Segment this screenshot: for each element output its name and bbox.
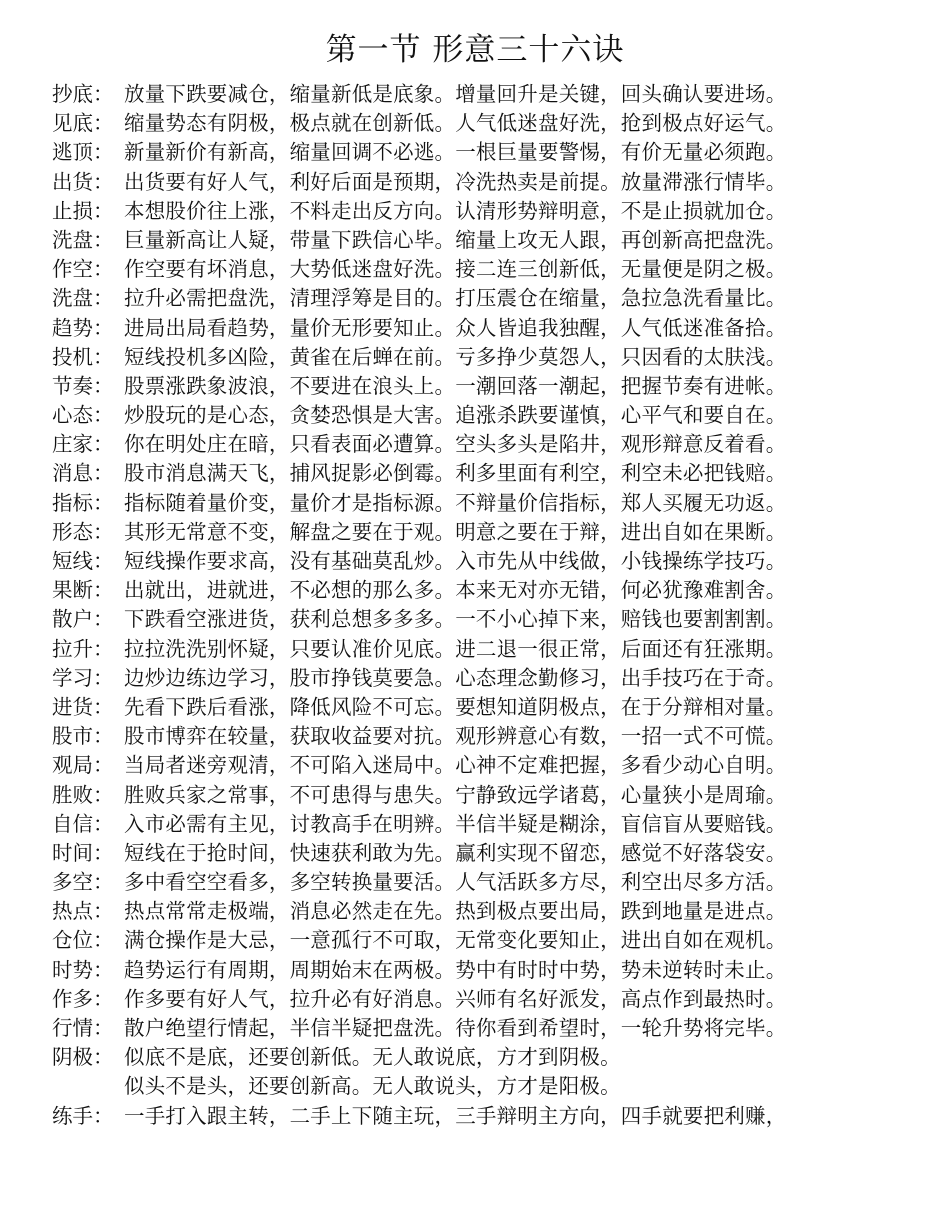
- verse-label: 胜败：: [52, 782, 114, 807]
- verse-list: [52, 80, 932, 1131]
- verse-text: 本想股价往上涨，不料走出反方向。认清形势辩明意，不是止损就加仓。: [124, 198, 787, 223]
- verse-label: 抄底：: [52, 82, 114, 106]
- verse-row: [52, 168, 932, 197]
- verse-label: 时间：: [52, 840, 114, 865]
- verse-row: [52, 226, 932, 255]
- verse-text: 股市博弈在较量，获取收益要对抗。观形辨意心有数，一招一式不可慌。: [124, 724, 787, 749]
- verse-label: 散户：: [52, 607, 114, 632]
- verse-label: 指标：: [52, 490, 114, 515]
- verse-row: [52, 80, 932, 109]
- verse-label: 阴极：: [52, 1045, 114, 1070]
- verse-row: [52, 635, 932, 664]
- verse-label: 庄家：: [52, 432, 114, 457]
- verse-label: 行情：: [52, 1016, 114, 1040]
- verse-text: 炒股玩的是心态，贪婪恐惧是大害。追涨杀跌要谨慎，心平气和要自在。: [124, 403, 787, 428]
- page-title: 第一节 形意三十六诀: [325, 32, 625, 68]
- verse-label: 形态：: [52, 519, 114, 544]
- verse-text: 指标随着量价变，量价才是指标源。不辩量价信指标，郑人买履无功返。: [124, 490, 787, 515]
- verse-label: 果断：: [52, 578, 114, 603]
- verse-text: 先看下跌后看涨，降低风险不可忘。要想知道阴极点，在于分辩相对量。: [124, 694, 787, 719]
- verse-row: [52, 576, 932, 605]
- verse-label: 练手：: [52, 1103, 114, 1128]
- verse-row: [52, 255, 932, 284]
- verse-label: 拉升：: [52, 636, 114, 661]
- verse-row: [52, 109, 932, 138]
- verse-row: [52, 372, 932, 401]
- verse-row: [52, 430, 932, 459]
- verse-label: 趋势：: [52, 315, 114, 340]
- verse-text: 短线在于抢时间，快速获利敢为先。赢利实现不留恋，感觉不好落袋安。: [124, 840, 787, 865]
- verse-row: [52, 751, 932, 780]
- verse-text: 缩量势态有阴极，极点就在创新低。人气低迷盘好洗，抢到极点好运气。: [124, 111, 787, 136]
- verse-label: 逃顶：: [52, 140, 114, 165]
- verse-row: [52, 693, 932, 722]
- verse-row: [52, 401, 932, 430]
- verse-text: 下跌看空涨进货，获利总想多多多。一不小心掉下来，赔钱也要割割割。: [124, 607, 787, 632]
- verse-text: 进局出局看趋势，量价无形要知止。众人皆追我独醒，人气低迷准备拾。: [124, 315, 787, 340]
- verse-text: 入市必需有主见，讨教高手在明辨。半信半疑是糊涂，盲信盲从要赔钱。: [124, 811, 787, 836]
- verse-text: 似头不是头，还要创新高。无人敢说头，方才是阳极。: [124, 1074, 621, 1099]
- verse-row: [52, 722, 932, 751]
- verse-row: [52, 1072, 932, 1101]
- verse-label: 出货：: [52, 169, 114, 194]
- verse-label: 热点：: [52, 899, 114, 924]
- verse-label: 多空：: [52, 870, 114, 895]
- verse-text: 其形无常意不变，解盘之要在于观。明意之要在于辩，进出自如在果断。: [124, 519, 787, 544]
- verse-text: 似底不是底，还要创新低。无人敢说底，方才到阴极。: [124, 1045, 621, 1070]
- verse-label: 洗盘：: [52, 286, 114, 311]
- verse-text: 股票涨跌象波浪，不要进在浪头上。一潮回落一潮起，把握节奏有进帐。: [124, 373, 787, 398]
- verse-label: 自信：: [52, 811, 114, 836]
- verse-text: 短线操作要求高，没有基础莫乱炒。入市先从中线做，小钱操练学技巧。: [124, 549, 787, 573]
- verse-text: 巨量新高让人疑，带量下跌信心毕。缩量上攻无人跟，再创新高把盘洗。: [124, 227, 787, 252]
- verse-row: [52, 1102, 932, 1131]
- verse-text: 满仓操作是大忌，一意孤行不可取，无常变化要知止，进出自如在观机。: [124, 928, 787, 953]
- verse-text: 股市消息满天飞，捕风捉影必倒霉。利多里面有利空，利空未必把钱赔。: [124, 461, 787, 486]
- verse-label: 消息：: [52, 461, 114, 486]
- verse-row: [52, 518, 932, 547]
- verse-row: [52, 284, 932, 313]
- verse-text: 一手打入跟主转，二手上下随主玩，三手辩明主方向，四手就要把利赚，: [124, 1103, 787, 1128]
- verse-text: 散户绝望行情起，半信半疑把盘洗。待你看到希望时，一轮升势将完毕。: [124, 1016, 787, 1040]
- verse-label: 见底：: [52, 111, 114, 136]
- verse-label: 仓位：: [52, 928, 114, 953]
- verse-label: 短线：: [52, 549, 114, 573]
- verse-row: [52, 138, 932, 167]
- verse-text: 趋势运行有周期，周期始末在两极。势中有时时中势，势未逆转时未止。: [124, 957, 787, 982]
- verse-row: [52, 897, 932, 926]
- verse-text: 胜败兵家之常事，不可患得与患失。宁静致远学诸葛，心量狭小是周瑜。: [124, 782, 787, 807]
- verse-text: 放量下跌要减仓，缩量新低是底象。增量回升是关键，回头确认要进场。: [124, 82, 787, 106]
- verse-text: 作空要有坏消息，大势低迷盘好洗。接二连三创新低，无量便是阴之极。: [124, 257, 787, 282]
- verse-text: 你在明处庄在暗，只看表面必遭算。空头多头是陷井，观形辩意反着看。: [124, 432, 787, 457]
- verse-label: 进货：: [52, 694, 114, 719]
- verse-label: 投机：: [52, 344, 114, 369]
- verse-label: 节奏：: [52, 373, 114, 398]
- verse-row: [52, 926, 932, 955]
- verse-row: [52, 489, 932, 518]
- verse-label: 洗盘：: [52, 227, 114, 252]
- verse-row: [52, 985, 932, 1014]
- verse-text: 拉升必需把盘洗，清理浮筹是目的。打压震仓在缩量，急拉急洗看量比。: [124, 286, 787, 311]
- verse-row: [52, 547, 932, 576]
- verse-text: 拉拉洗洗别怀疑，只要认准价见底。进二退一很正常，后面还有狂涨期。: [124, 636, 787, 661]
- verse-text: 边炒边练边学习，股市挣钱莫要急。心态理念勤修习，出手技巧在于奇。: [124, 665, 787, 690]
- verse-row: [52, 781, 932, 810]
- verse-text: 当局者迷旁观清，不可陷入迷局中。心神不定难把握，多看少动心自明。: [124, 753, 787, 778]
- verse-row: [52, 343, 932, 372]
- verse-row: [52, 605, 932, 634]
- verse-row: [52, 1043, 932, 1072]
- verse-row: [52, 664, 932, 693]
- verse-text: 出货要有好人气，利好后面是预期，冷洗热卖是前提。放量滞涨行情毕。: [124, 169, 787, 194]
- verse-label: 时势：: [52, 957, 114, 982]
- verse-label: 学习：: [52, 665, 114, 690]
- verse-row: [52, 839, 932, 868]
- verse-text: 作多要有好人气，拉升必有好消息。兴师有名好派发，高点作到最热时。: [124, 986, 787, 1011]
- verse-text: 新量新价有新高，缩量回调不必逃。一根巨量要警惕，有价无量必须跑。: [124, 140, 787, 165]
- verse-row: [52, 956, 932, 985]
- verse-label: 股市：: [52, 724, 114, 749]
- verse-label: 止损：: [52, 198, 114, 223]
- verse-text: 短线投机多凶险，黄雀在后蝉在前。亏多挣少莫怨人，只因看的太肤浅。: [124, 344, 787, 369]
- verse-label: 心态：: [52, 403, 114, 428]
- verse-row: [52, 197, 932, 226]
- verse-text: 热点常常走极端，消息必然走在先。热到极点要出局，跌到地量是进点。: [124, 899, 787, 924]
- verse-row: [52, 810, 932, 839]
- verse-text: 多中看空空看多，多空转换量要活。人气活跃多方尽，利空出尽多方活。: [124, 870, 787, 895]
- verse-row: [52, 314, 932, 343]
- verse-text: 出就出，进就进，不必想的那么多。本来无对亦无错，何必犹豫难割舍。: [124, 578, 787, 603]
- verse-row: [52, 868, 932, 897]
- verse-row: [52, 459, 932, 488]
- verse-label: 观局：: [52, 753, 114, 778]
- verse-row: [52, 1014, 932, 1043]
- verse-label: 作多：: [52, 986, 114, 1011]
- verse-label: 作空：: [52, 257, 114, 282]
